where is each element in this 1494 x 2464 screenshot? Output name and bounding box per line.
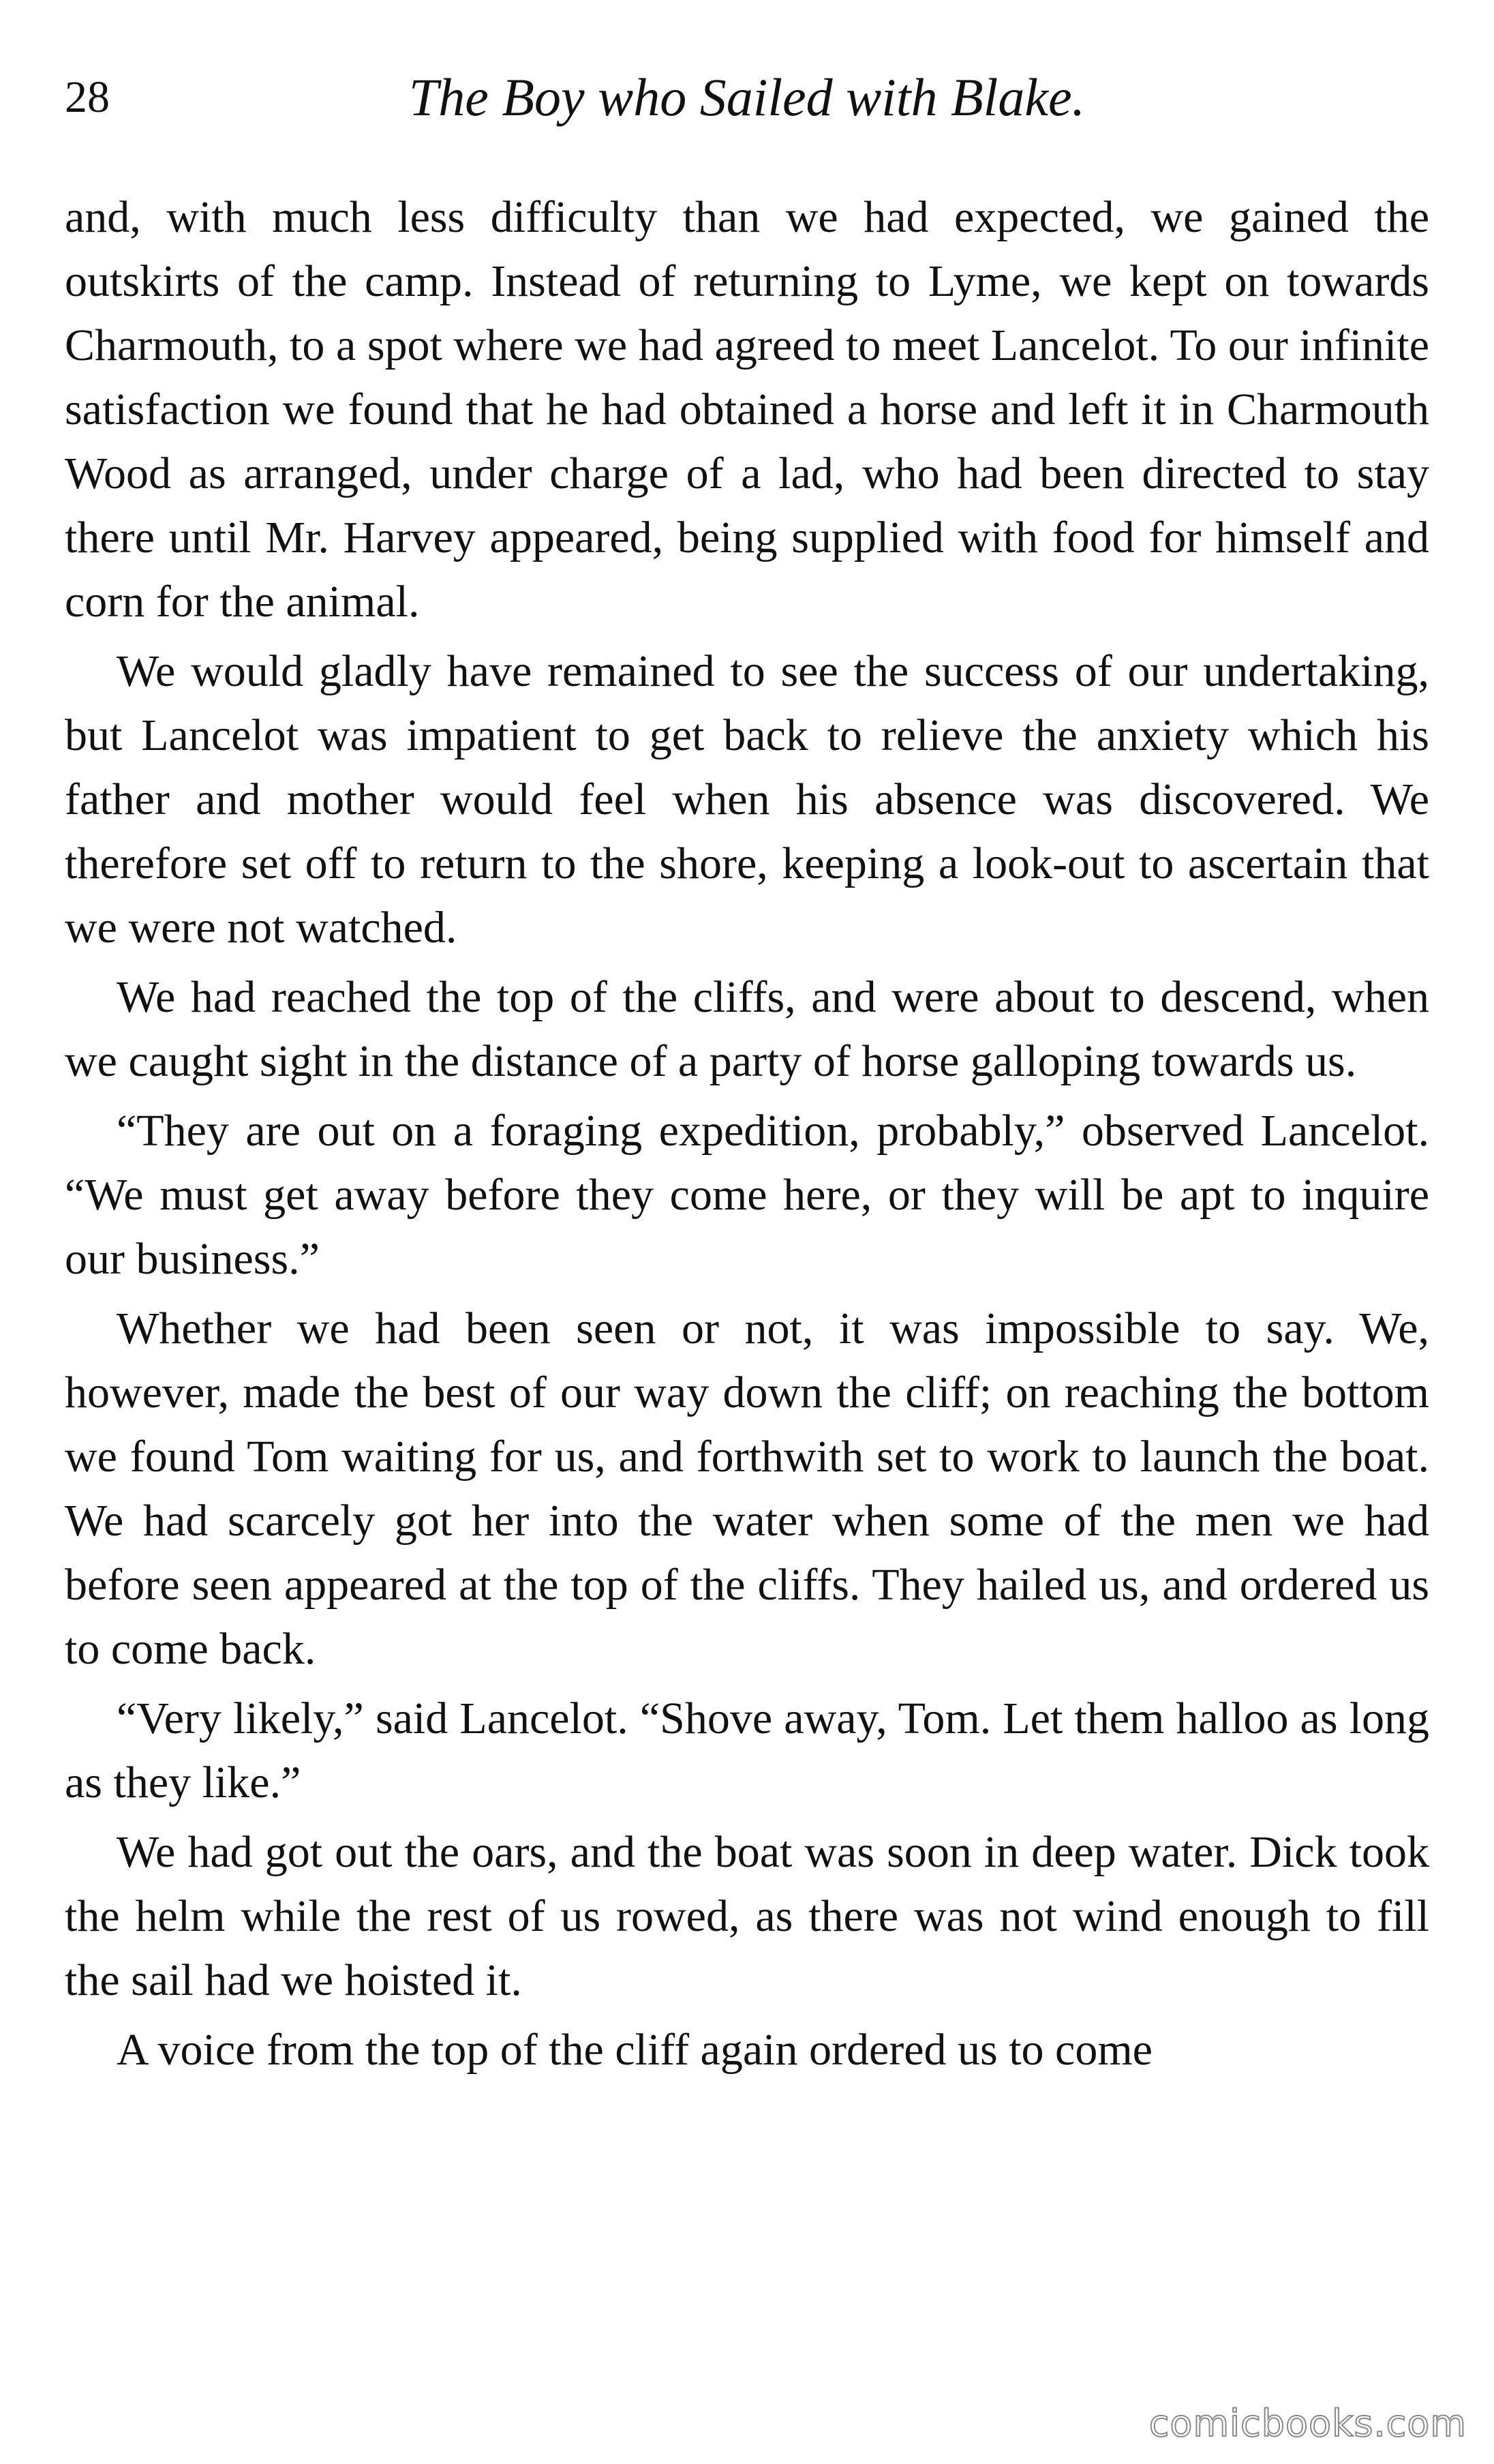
body-text	[65, 185, 1429, 2367]
paragraph: and, with much less difficulty than we had expected, we gained the outskirts of the camp. Instead of returning to Lyme, we kept on towards Charmouth, to a spot where we had agreed to meet Lancelot. To our infinite satisfaction we found that he had obtained a horse and left it in Charmouth Wood as arranged, under charge of a lad, who had been directed to stay there until Mr. Harvey appeared, being supplied with food for himself and corn for the animal.	[65, 192, 1429, 627]
page-header	[65, 53, 1429, 142]
paragraph: Whether we had been seen or not, it was impossible to say. We, however, made the best of our way down the cliff; on reaching the bottom we found Tom waiting for us, and forthwith set to work to launch the boat. We had scarcely got her into the water when some of the men we had before seen appeared at the top of the cliffs. They hailed us, and ordered us to come back.	[65, 1304, 1429, 1674]
paragraph: “Very likely,” said Lancelot. “Shove away, Tom. Let them halloo as long as they like.”	[65, 1694, 1429, 1807]
paragraph: “They are out on a foraging expedition, probably,” observed Lancelot. “We must get away before they come here, or they will be apt to inquire our business.”	[65, 1106, 1429, 1284]
paragraph: We had reached the top of the cliffs, and were about to descend, when we caught sight in the distance of a party of horse galloping towards us.	[65, 972, 1429, 1086]
watermark: comicbooks.com	[1148, 2402, 1467, 2445]
paragraph: We would gladly have remained to see the success of our undertaking, but Lancelot was impatient to get back to relieve the anxiety which his father and mother would feel when his absence was discovered. We therefore set off to return to the shore, keeping a look-out to ascertain that we were not watched.	[65, 646, 1429, 952]
page-number: 28	[65, 72, 110, 122]
running-title: The Boy who Sailed with Blake.	[408, 67, 1086, 127]
paragraph: We had got out the oars, and the boat was soon in deep water. Dick took the helm while the rest of us rowed, as there was not wind enough to fill the sail had we hoisted it.	[65, 1827, 1429, 2005]
paragraph: A voice from the top of the cliff again ordered us to come	[117, 2025, 1153, 2075]
